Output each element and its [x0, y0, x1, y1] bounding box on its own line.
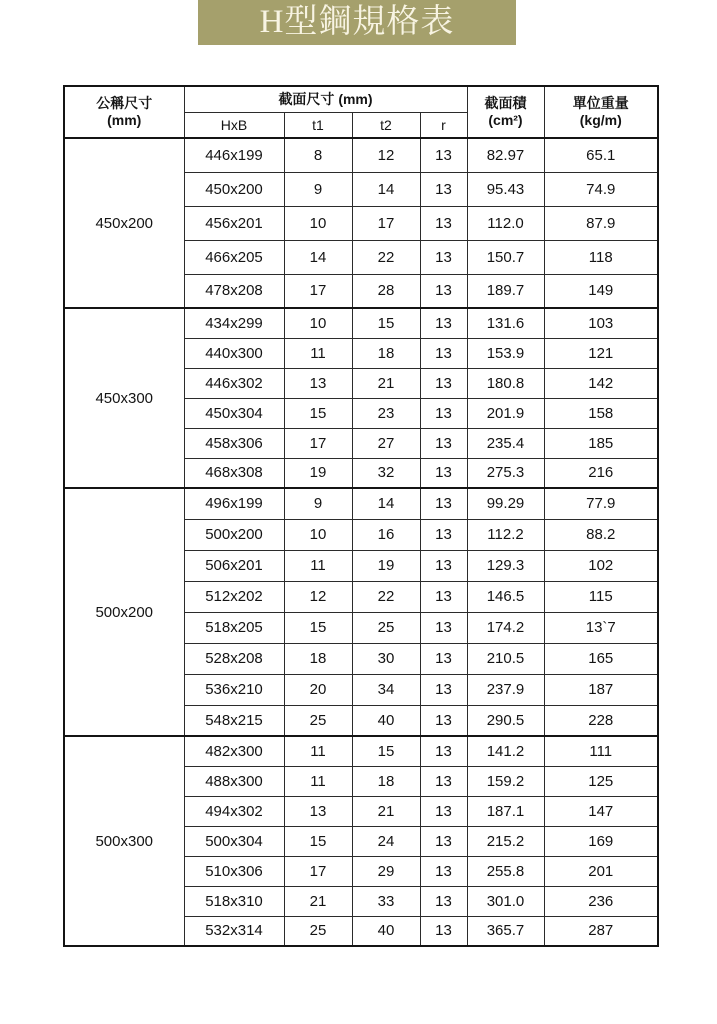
spec-cell: 210.5	[467, 643, 544, 674]
header-row-main	[64, 86, 658, 112]
spec-cell: 15	[352, 308, 420, 338]
col-header-unit-weight-line1: 單位重量	[572, 94, 629, 111]
spec-cell: 25	[352, 612, 420, 643]
spec-cell: 25	[284, 705, 352, 736]
spec-cell: 118	[544, 240, 658, 274]
spec-cell: 548x215	[184, 705, 284, 736]
spec-cell: 468x308	[184, 458, 284, 488]
spec-cell: 512x202	[184, 581, 284, 612]
spec-cell: 13	[420, 240, 467, 274]
spec-cell: 10	[284, 206, 352, 240]
spec-cell: 488x300	[184, 766, 284, 796]
spec-cell: 236	[544, 886, 658, 916]
spec-cell: 14	[352, 488, 420, 519]
spec-cell: 13	[420, 274, 467, 308]
spec-cell: 13	[420, 338, 467, 368]
spec-cell: 29	[352, 856, 420, 886]
spec-cell: 17	[284, 274, 352, 308]
spec-cell: 16	[352, 519, 420, 550]
spec-cell: 518x310	[184, 886, 284, 916]
spec-row	[64, 308, 658, 338]
spec-cell: 150.7	[467, 240, 544, 274]
col-header-nominal-size	[64, 86, 184, 138]
spec-cell: 494x302	[184, 796, 284, 826]
spec-cell: 13	[420, 826, 467, 856]
spec-cell: 482x300	[184, 736, 284, 766]
spec-cell: 13	[420, 458, 467, 488]
title-banner	[198, 0, 516, 45]
spec-cell: 18	[284, 643, 352, 674]
spec-cell: 13	[420, 856, 467, 886]
spec-row	[64, 736, 658, 766]
spec-cell: 450x304	[184, 398, 284, 428]
spec-cell: 11	[284, 550, 352, 581]
spec-cell: 13	[420, 736, 467, 766]
spec-cell: 149	[544, 274, 658, 308]
spec-cell: 87.9	[544, 206, 658, 240]
spec-cell: 13	[420, 368, 467, 398]
spec-cell: 147	[544, 796, 658, 826]
spec-cell: 446x199	[184, 138, 284, 172]
spec-cell: 34	[352, 674, 420, 705]
spec-cell: 22	[352, 581, 420, 612]
spec-cell: 111	[544, 736, 658, 766]
spec-cell: 185	[544, 428, 658, 458]
col-header-section-area	[467, 86, 544, 138]
spec-cell: 532x314	[184, 916, 284, 946]
spec-cell: 180.8	[467, 368, 544, 398]
spec-cell: 478x208	[184, 274, 284, 308]
spec-cell: 496x199	[184, 488, 284, 519]
spec-cell: 13	[420, 796, 467, 826]
spec-cell: 13	[420, 172, 467, 206]
spec-cell: 510x306	[184, 856, 284, 886]
spec-cell: 15	[284, 826, 352, 856]
spec-cell: 129.3	[467, 550, 544, 581]
spec-cell: 141.2	[467, 736, 544, 766]
col-header-section-dimensions: 截面尺寸 (mm)	[184, 86, 467, 112]
spec-cell: 103	[544, 308, 658, 338]
col-header-r: r	[420, 112, 467, 138]
spec-cell: 440x300	[184, 338, 284, 368]
spec-cell: 18	[352, 766, 420, 796]
spec-cell: 13	[420, 766, 467, 796]
spec-cell: 88.2	[544, 519, 658, 550]
spec-cell: 275.3	[467, 458, 544, 488]
nominal-size-cell: 500x300	[64, 736, 184, 946]
nominal-size-cell: 450x300	[64, 308, 184, 488]
spec-cell: 30	[352, 643, 420, 674]
spec-cell: 18	[352, 338, 420, 368]
spec-cell: 102	[544, 550, 658, 581]
spec-cell: 33	[352, 886, 420, 916]
col-header-section-area-line2: (cm²)	[488, 112, 523, 128]
spec-cell: 506x201	[184, 550, 284, 581]
spec-cell: 301.0	[467, 886, 544, 916]
spec-cell: 22	[352, 240, 420, 274]
spec-cell: 13	[420, 519, 467, 550]
spec-cell: 74.9	[544, 172, 658, 206]
nominal-size-cell: 450x200	[64, 138, 184, 308]
spec-cell: 235.4	[467, 428, 544, 458]
spec-cell: 9	[284, 172, 352, 206]
spec-cell: 82.97	[467, 138, 544, 172]
spec-cell: 13	[420, 488, 467, 519]
spec-cell: 500x304	[184, 826, 284, 856]
spec-cell: 174.2	[467, 612, 544, 643]
spec-cell: 11	[284, 766, 352, 796]
spec-row	[64, 488, 658, 519]
spec-cell: 77.9	[544, 488, 658, 519]
spec-cell: 21	[284, 886, 352, 916]
col-header-nominal-size-line2: (mm)	[107, 112, 142, 128]
spec-cell: 13	[420, 886, 467, 916]
spec-cell: 10	[284, 519, 352, 550]
spec-cell: 13	[420, 398, 467, 428]
spec-cell: 40	[352, 916, 420, 946]
spec-cell: 466x205	[184, 240, 284, 274]
spec-cell: 13	[420, 612, 467, 643]
spec-cell: 434x299	[184, 308, 284, 338]
spec-cell: 153.9	[467, 338, 544, 368]
spec-cell: 125	[544, 766, 658, 796]
spec-cell: 9	[284, 488, 352, 519]
spec-cell: 24	[352, 826, 420, 856]
spec-cell: 121	[544, 338, 658, 368]
col-header-section-area-line1: 截面積	[484, 94, 527, 111]
spec-cell: 65.1	[544, 138, 658, 172]
spec-cell: 518x205	[184, 612, 284, 643]
spec-cell: 528x208	[184, 643, 284, 674]
spec-cell: 13	[420, 705, 467, 736]
spec-cell: 8	[284, 138, 352, 172]
spec-cell: 20	[284, 674, 352, 705]
spec-cell: 146.5	[467, 581, 544, 612]
spec-cell: 201.9	[467, 398, 544, 428]
spec-cell: 12	[352, 138, 420, 172]
spec-cell: 112.2	[467, 519, 544, 550]
spec-cell: 13	[420, 428, 467, 458]
spec-cell: 11	[284, 338, 352, 368]
spec-cell: 228	[544, 705, 658, 736]
page-title: H型鋼規格表	[259, 4, 455, 40]
spec-cell: 13	[420, 643, 467, 674]
spec-cell: 255.8	[467, 856, 544, 886]
spec-cell: 13	[420, 550, 467, 581]
spec-cell: 17	[284, 428, 352, 458]
spec-cell: 142	[544, 368, 658, 398]
spec-cell: 450x200	[184, 172, 284, 206]
spec-cell: 215.2	[467, 826, 544, 856]
nominal-size-cell: 500x200	[64, 488, 184, 736]
spec-cell: 458x306	[184, 428, 284, 458]
spec-cell: 12	[284, 581, 352, 612]
spec-cell: 237.9	[467, 674, 544, 705]
spec-cell: 25	[284, 916, 352, 946]
spec-cell: 15	[284, 398, 352, 428]
spec-row	[64, 138, 658, 172]
spec-cell: 14	[352, 172, 420, 206]
spec-cell: 115	[544, 581, 658, 612]
spec-cell: 159.2	[467, 766, 544, 796]
spec-cell: 27	[352, 428, 420, 458]
spec-table-container	[63, 85, 659, 947]
spec-cell: 40	[352, 705, 420, 736]
spec-cell: 290.5	[467, 705, 544, 736]
spec-cell: 158	[544, 398, 658, 428]
spec-cell: 187.1	[467, 796, 544, 826]
spec-cell: 13	[420, 206, 467, 240]
spec-cell: 365.7	[467, 916, 544, 946]
spec-cell: 446x302	[184, 368, 284, 398]
spec-table	[63, 85, 659, 947]
spec-cell: 536x210	[184, 674, 284, 705]
spec-cell: 23	[352, 398, 420, 428]
spec-cell: 15	[284, 612, 352, 643]
spec-cell: 131.6	[467, 308, 544, 338]
spec-cell: 14	[284, 240, 352, 274]
spec-cell: 500x200	[184, 519, 284, 550]
spec-cell: 32	[352, 458, 420, 488]
col-header-hxb: HxB	[184, 112, 284, 138]
spec-cell: 456x201	[184, 206, 284, 240]
spec-cell: 13	[284, 368, 352, 398]
spec-cell: 13	[420, 308, 467, 338]
spec-cell: 17	[284, 856, 352, 886]
spec-cell: 17	[352, 206, 420, 240]
spec-cell: 19	[284, 458, 352, 488]
spec-cell: 189.7	[467, 274, 544, 308]
spec-cell: 112.0	[467, 206, 544, 240]
spec-cell: 11	[284, 736, 352, 766]
spec-cell: 13	[420, 581, 467, 612]
spec-cell: 165	[544, 643, 658, 674]
spec-cell: 216	[544, 458, 658, 488]
spec-cell: 99.29	[467, 488, 544, 519]
spec-cell: 28	[352, 274, 420, 308]
spec-cell: 13	[420, 916, 467, 946]
spec-cell: 13`7	[544, 612, 658, 643]
col-header-nominal-size-line1: 公稱尺寸	[96, 94, 153, 111]
spec-cell: 13	[420, 674, 467, 705]
table-body	[64, 138, 658, 946]
spec-cell: 187	[544, 674, 658, 705]
spec-cell: 21	[352, 796, 420, 826]
spec-cell: 287	[544, 916, 658, 946]
col-header-t2: t2	[352, 112, 420, 138]
spec-cell: 201	[544, 856, 658, 886]
table-header	[64, 86, 658, 138]
spec-cell: 10	[284, 308, 352, 338]
spec-cell: 15	[352, 736, 420, 766]
col-header-t1: t1	[284, 112, 352, 138]
spec-cell: 13	[284, 796, 352, 826]
col-header-unit-weight	[544, 86, 658, 138]
spec-cell: 19	[352, 550, 420, 581]
spec-cell: 13	[420, 138, 467, 172]
col-header-unit-weight-line2: (kg/m)	[579, 112, 622, 128]
spec-cell: 95.43	[467, 172, 544, 206]
spec-cell: 21	[352, 368, 420, 398]
spec-cell: 169	[544, 826, 658, 856]
